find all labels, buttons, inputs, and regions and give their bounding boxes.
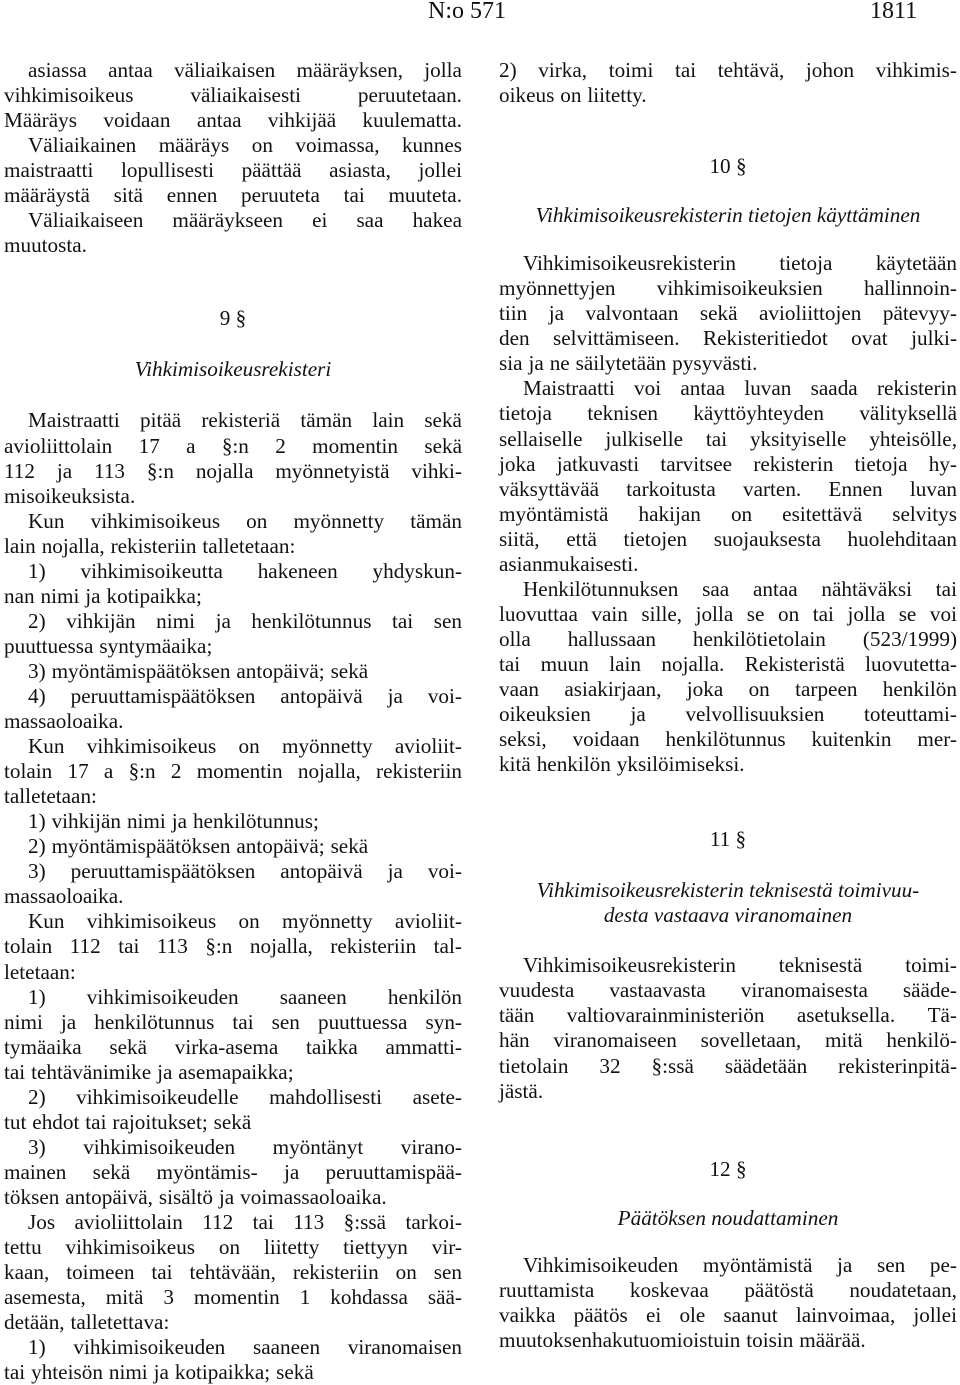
statute-number: N:o 571 <box>428 0 506 24</box>
left-column <box>4 58 462 1385</box>
text-line: tymäaika sekä virka-asema taikka ammatti- <box>4 1034 462 1059</box>
text-line: Määräys voidaan antaa vihkijää kuulematta. <box>4 108 462 133</box>
text-line: maistraatti lopullisesti päättää asiasta, jollei <box>4 158 462 183</box>
section-10-title: Vihkimisoikeusrekisterin tietojen käyttäminen <box>535 203 921 228</box>
text-line: 3) vihkimisoikeuden myöntänyt virano- <box>28 1134 462 1159</box>
text-line: nan nimi ja kotipaikka; <box>4 583 202 608</box>
section-11-number: 11 § <box>709 827 747 852</box>
text-line: oikeuksien ja velvollisuuksien toteuttami- <box>499 702 957 727</box>
text-line: 2) vihkijän nimi ja henkilötunnus tai sen <box>28 608 462 633</box>
text-line: myöntämistä hakijan on esitettävä selvitys <box>499 501 957 526</box>
section-11-title <box>499 878 957 928</box>
section-9-text <box>4 408 462 1385</box>
right-intro-text <box>499 58 957 108</box>
text-line: asemesta, mitä 3 momentin 1 kohdassa sää- <box>4 1285 462 1310</box>
section-9-number: 9 § <box>219 306 247 331</box>
section-10-text <box>499 251 957 777</box>
section-11-title-line-2: desta vastaava viranomainen <box>603 903 853 928</box>
text-line: muutoksenhakutuomioistuin toisin määrää. <box>499 1327 866 1352</box>
text-line: seksi, voidaan henkilötunnus kuitenkin mer- <box>499 727 957 752</box>
text-line: asianmukaisesti. <box>499 551 639 576</box>
text-line: letetaan: <box>4 959 76 984</box>
text-line: massaoloaika. <box>4 884 124 909</box>
text-line: avioliittolain 17 a §:n 2 momentin sekä <box>4 433 462 458</box>
text-line: töksen antopäivä, sisältö ja voimassaoloaika. <box>4 1184 387 1209</box>
text-line: lain nojalla, rekisteriin talletetaan: <box>4 533 296 558</box>
text-line: massaoloaika. <box>4 709 124 734</box>
text-line: vihkimisoikeus väliaikaisesti peruutetaan. <box>4 83 462 108</box>
text-line: olla hallussaan henkilötietolain (523/1999) <box>499 626 957 651</box>
text-line: myönnettyjen vihkimisoikeuksien hallinnoin- <box>499 276 957 301</box>
text-line: oikeus on liitetty. <box>499 83 647 108</box>
section-11-title-line-1: Vihkimisoikeusrekisterin teknisestä toimivuu- <box>536 878 920 903</box>
text-line: 4) peruuttamispäätöksen antopäivä ja voi- <box>28 683 462 708</box>
text-line: 1) vihkijän nimi ja henkilötunnus; <box>28 809 319 834</box>
section-10-number: 10 § <box>709 154 747 179</box>
text-line: asiassa antaa väliaikaisen määräyksen, jolla <box>28 58 462 82</box>
text-line: joka jatkuvasti tarvitsee rekisterin tietoja hy- <box>499 451 957 476</box>
text-line: detään, talletettava: <box>4 1310 170 1335</box>
section-12-number: 12 § <box>709 1156 747 1181</box>
text-line: vaikka päätös ei ole saanut lainvoimaa, jollei <box>499 1302 957 1327</box>
text-line: 1) vihkimisoikeutta hakeneen yhdyskun- <box>28 558 462 583</box>
text-line: Vihkimisoikeusrekisterin teknisestä toimi- <box>523 953 957 978</box>
section-11-text <box>499 953 957 1103</box>
text-line: tai yhteisön nimi ja kotipaikka; sekä <box>4 1360 314 1385</box>
page-number: 1811 <box>870 0 918 24</box>
text-line: mainen sekä myöntämis- ja peruuttamispää- <box>4 1159 462 1184</box>
text-line: tai tehtävänimike ja asemapaikka; <box>4 1059 294 1084</box>
text-line: nimi ja henkilötunnus tai sen puuttuessa syn- <box>4 1009 462 1034</box>
section-12-title: Päätöksen noudattaminen <box>617 1205 839 1230</box>
text-line: kitä henkilön yksilöimiseksi. <box>499 752 745 777</box>
text-line: kaan, toimeen tai tehtävään, rekisteriin on sen <box>4 1260 462 1285</box>
text-line: siitä, että tietojen suojauksesta huolehditaan <box>499 526 957 551</box>
text-line: Kun vihkimisoikeus on myönnetty avioliit- <box>28 909 462 934</box>
text-line: luovuttaa vain sille, jolla se on tai jolla se voi <box>499 601 957 626</box>
text-line: tiin ja valvontaan sekä avioliittojen pätevyy- <box>499 301 957 326</box>
text-line: tolain 17 a §:n 2 momentin nojalla, rekisteriin <box>4 759 462 784</box>
intro-text <box>4 58 462 258</box>
page-header <box>0 0 960 30</box>
text-line: tai muun lain nojalla. Rekisteristä luovutetta- <box>499 651 957 676</box>
text-line: sellaiselle julkiselle tai yksityiselle yhteisölle, <box>499 426 957 451</box>
text-line: vuudesta vastaavasta viranomaisesta sääde- <box>499 978 957 1003</box>
text-line: Vihkimisoikeusrekisterin tietoja käytetään <box>523 251 957 276</box>
text-line: tietolain 32 §:ssä säädetään rekisterinpitä- <box>499 1053 957 1078</box>
text-line: väksyttävää tarkoitusta varten. Ennen luvan <box>499 476 957 501</box>
text-line: tietoja teknisen käyttöyhteyden välityksellä <box>499 401 957 426</box>
right-column <box>499 58 957 1353</box>
text-line: 3) myöntämispäätöksen antopäivä; sekä <box>28 658 369 683</box>
text-line: jästä. <box>499 1078 544 1103</box>
text-line: Vihkimisoikeuden myöntämistä ja sen pe- <box>523 1252 957 1277</box>
text-line: vaan asiakirjaan, joka on tarpeen henkilön <box>499 676 957 701</box>
text-line: talletetaan: <box>4 784 97 809</box>
text-line: tettu vihkimisoikeus on liitetty tiettyyn vir- <box>4 1235 462 1260</box>
text-line: Kun vihkimisoikeus on myönnetty avioliit- <box>28 734 462 759</box>
text-line: sia ja ne säilytetään pysyvästi. <box>499 351 758 376</box>
text-line: Henkilötunnuksen saa antaa nähtäväksi tai <box>523 576 957 601</box>
text-line: 112 ja 113 §:n nojalla myönnetyistä vihki- <box>4 458 462 483</box>
text-line: 3) peruuttamispäätöksen antopäivä ja voi- <box>28 859 462 884</box>
text-line: tut ehdot tai rajoitukset; sekä <box>4 1109 252 1134</box>
text-line: ruuttamista koskevaa päätöstä noudatetaan, <box>499 1277 957 1302</box>
text-line: puuttuessa syntymäaika; <box>4 633 213 658</box>
text-line: Väliaikaiseen määräykseen ei saa hakea <box>28 208 462 233</box>
text-line: muutosta. <box>4 233 87 258</box>
section-12-text <box>499 1253 957 1353</box>
text-line: 1) vihkimisoikeuden saaneen viranomaisen <box>28 1335 462 1360</box>
text-line: Maistraatti pitää rekisteriä tämän lain sekä <box>28 408 462 433</box>
text-line: Väliaikainen määräys on voimassa, kunnes <box>28 133 462 158</box>
text-line: Kun vihkimisoikeus on myönnetty tämän <box>28 508 462 533</box>
text-line: hän viranomaiseen sovelletaan, mitä henkilö- <box>499 1028 957 1053</box>
text-line: 1) vihkimisoikeuden saaneen henkilön <box>28 984 462 1009</box>
text-line: den selvittämiseen. Rekisteritiedot ovat julki- <box>499 326 957 351</box>
text-line: 2) virka, toimi tai tehtävä, johon vihkimis- <box>499 58 957 82</box>
text-line: Jos avioliittolain 112 tai 113 §:ssä tarkoi- <box>28 1209 462 1234</box>
text-line: misoikeuksista. <box>4 483 136 508</box>
section-9-title: Vihkimisoikeusrekisteri <box>134 357 332 382</box>
text-line: 2) myöntämispäätöksen antopäivä; sekä <box>28 834 369 859</box>
text-line: määräystä sitä ennen peruuteta tai muuteta. <box>4 183 462 208</box>
text-line: 2) vihkimisoikeudelle mahdollisesti asete- <box>28 1084 462 1109</box>
text-line: tolain 112 tai 113 §:n nojalla, rekisteriin tal- <box>4 934 462 959</box>
text-line: Maistraatti voi antaa luvan saada rekisterin <box>523 376 957 401</box>
text-line: tään valtiovarainministeriön asetuksella. Tä- <box>499 1003 957 1028</box>
